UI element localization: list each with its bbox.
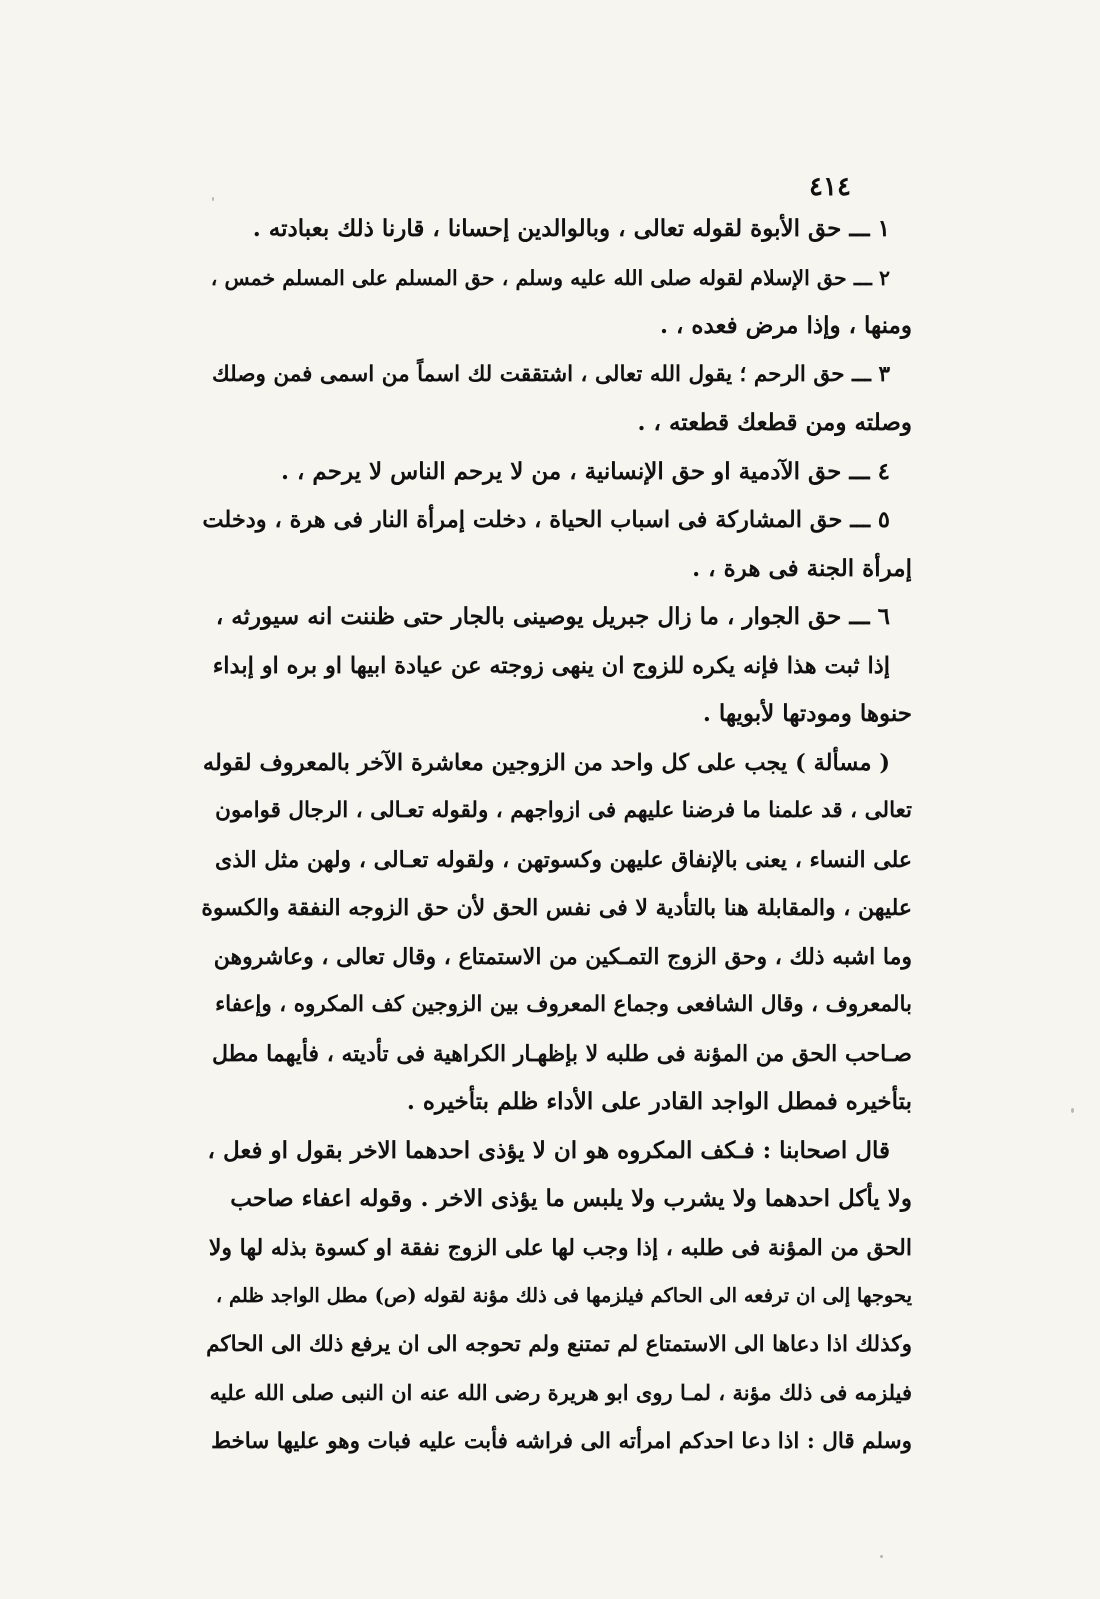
text-line: بالمعروف ، وقال الشافعى وجماع المعروف بين الزوجين كف المكروه ، وإعفاء bbox=[215, 992, 912, 1017]
text-line: وصلته ومن قطعك قطعته ، . bbox=[637, 409, 912, 436]
text-line: ٤ ـــ حق الآدمية او حق الإنسانية ، من لا يرحم الناس لا يرحم ، . bbox=[280, 457, 890, 485]
text-line: وكذلك اذا دعاها الى الاستمتاع لم تمتنع ولم تحوجه الى ان يرفع ذلك الى الحاكم bbox=[206, 1331, 912, 1357]
text-line: بتأخيره فمطل الواجد القادر على الأداء ظلم بتأخيره . bbox=[406, 1088, 912, 1115]
text-line: ١ ـــ حق الأبوة لقوله تعالى ، وبالوالدين إحسانا ، قارنا ذلك بعبادته . bbox=[252, 215, 890, 242]
text-line: قال اصحابنا : فـكف المكروه هو ان لا يؤذى احدهما الاخر بقول او فعل ، bbox=[207, 1136, 890, 1164]
text-line: ومنها ، وإذا مرض فعده ، . bbox=[659, 312, 912, 339]
text-line: صـاحب الحق من المؤنة فى طلبه لا بإظهـار الكراهية فى تأديته ، فأيهما مطل bbox=[212, 1040, 912, 1067]
scan-speck bbox=[1071, 1108, 1074, 1113]
scan-speck bbox=[880, 1555, 883, 1558]
text-line: الحق من المؤنة فى طلبه ، إذا وجب لها على الزوج نفقة او كسوة بذله لها ولا bbox=[208, 1234, 912, 1261]
scan-speck bbox=[212, 197, 214, 201]
text-line: ٦ ـــ حق الجوار ، ما زال جبريل يوصينى بالجار حتى ظننت انه سيورثه ، bbox=[215, 603, 890, 630]
page-number: ٤١٤ bbox=[809, 172, 851, 202]
text-line: عليهن ، والمقابلة هنا بالتأدية لا فى نفس الحق لأن حق الزوجه النفقة والكسوة bbox=[201, 895, 912, 921]
body-text bbox=[200, 205, 912, 1466]
text-line: وسلم قال : اذا دعا احدكم امرأته الى فراشه فأبت عليه فبات وهو عليها ساخط bbox=[211, 1428, 912, 1454]
text-line: حنوها ومودتها لأبويها . bbox=[702, 700, 912, 727]
text-line: ولا يأكل احدهما ولا يشرب ولا يلبس ما يؤذى الاخر . وقوله اعفاء صاحب bbox=[230, 1185, 912, 1212]
text-line: ٣ ـــ حق الرحم ؛ يقول الله تعالى ، اشتققت لك اسماً من اسمى فمن وصلك bbox=[212, 361, 890, 387]
text-line: إمرأة الجنة فى هرة ، . bbox=[692, 554, 912, 582]
text-line: على النساء ، يعنى بالإنفاق عليهن وكسوتهن ، ولقوله تعـالى ، ولهن مثل الذى bbox=[214, 846, 912, 873]
text-line: يحوجها إلى ان ترفعه الى الحاكم فيلزمها فى ذلك مؤنة لقوله (ص) مطل الواجد ظلم ، bbox=[215, 1284, 912, 1307]
text-line: ( مسألة ) يجب على كل واحد من الزوجين معاشرة الآخر بالمعروف لقوله bbox=[202, 749, 890, 776]
text-line: ٥ ـــ حق المشاركة فى اسباب الحياة ، دخلت إمرأة النار فى هرة ، ودخلت bbox=[202, 507, 890, 533]
text-line: وما اشبه ذلك ، وحق الزوج التمـكين من الاستمتاع ، وقال تعالى ، وعاشروهن bbox=[213, 943, 912, 970]
text-line: فيلزمه فى ذلك مؤنة ، لمـا روى ابو هريرة رضى الله عنه ان النبى صلى الله عليه bbox=[209, 1380, 912, 1405]
text-line: تعالى ، قد علمنا ما فرضنا عليهم فى ازواجهم ، ولقوله تعـالى ، الرجال قوامون bbox=[215, 798, 912, 823]
text-line: ٢ ـــ حق الإسلام لقوله صلى الله عليه وسلم ، حق المسلم على المسلم خمس ، bbox=[210, 265, 890, 290]
text-line: إذا ثبت هذا فإنه يكره للزوج ان ينهى زوجته عن عيادة ابيها او بره او إبداء bbox=[212, 652, 890, 679]
